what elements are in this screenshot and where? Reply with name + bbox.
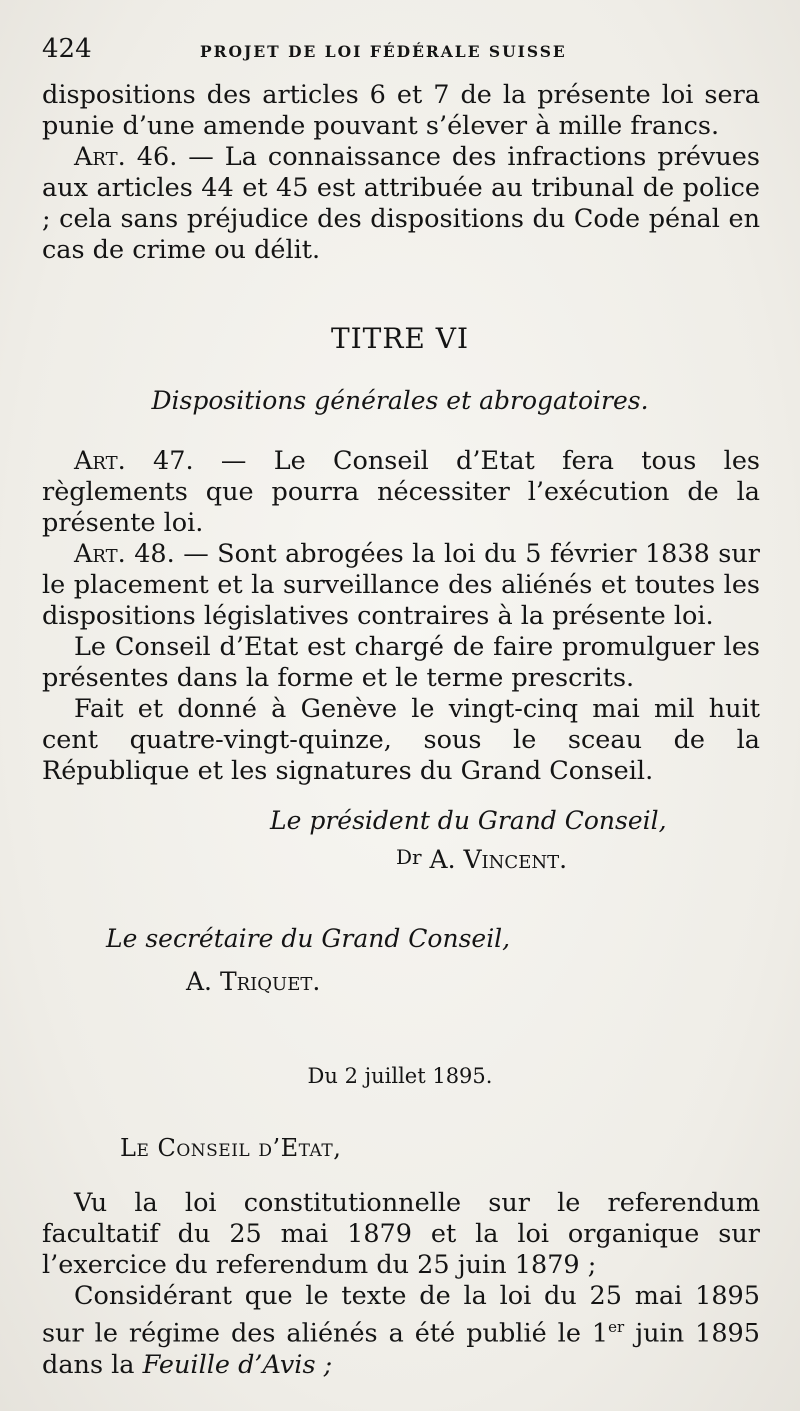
considerant-end: ; [315, 1349, 333, 1380]
council-heading: Le Conseil d’Etat, [120, 1134, 342, 1162]
feuille-avis-title: Feuille d’Avis [142, 1349, 316, 1380]
article-47-paragraph [42, 446, 760, 539]
article-48-label: Art. 48. [74, 539, 175, 569]
president-title: Dr [396, 845, 422, 869]
article-46-text: — La connaissance des infractions prévues aux articles 44 et 45 est attribuée au tribunal de police ; cela sans préjudice des dispositions du Code pénal en cas de crime ou délit. [42, 142, 760, 265]
middle-section [42, 446, 760, 787]
considerant-text-2: juin 1895 dans la [42, 1318, 760, 1380]
vu-paragraph: Vu la loi constitutionnelle sur le referendum facultatif du 25 mai 1879 et la loi organique sur l’exercice du referendum du 25 juin 1879 ; [42, 1188, 760, 1280]
president-role: Le président du Grand Conseil, [270, 806, 667, 835]
running-title: PROJET DE LOI FÉDÉRALE SUISSE [200, 42, 567, 61]
secretary-role: Le secrétaire du Grand Conseil, [106, 924, 511, 953]
page-header [42, 34, 762, 70]
article-47-text: — Le Conseil d’Etat fera tous les règlements que pourra nécessiter l’exécution de la présente loi. [42, 446, 760, 538]
article-47-label: Art. 47. [74, 446, 194, 476]
secretary-signature [106, 924, 510, 996]
page-number: 424 [42, 34, 92, 64]
decree-section [42, 1188, 760, 1381]
promulgation-paragraph: Le Conseil d’Etat est chargé de faire promulguer les présentes dans la forme et le terme prescrits. [42, 632, 760, 693]
article-48-text: — Sont abrogées la loi du 5 février 1838 sur le placement et la surveillance des aliénés et toutes les dispositions législatives contraires à la présente loi. [42, 539, 760, 631]
fait-paragraph: Fait et donné à Genève le vingt-cinq mai mil huit cent quatre-vingt-quinze, sous le sceau de la République et les signatures du Grand Conseil. [42, 694, 760, 786]
president-signature [270, 806, 667, 874]
section-subtitle: Dispositions générales et abrogatoires. [151, 386, 649, 415]
considerant-superscript: er [608, 1318, 625, 1336]
article-46-paragraph [42, 142, 760, 266]
article-46-label: Art. 46. [74, 142, 178, 172]
article-48-paragraph [42, 539, 760, 632]
president-name: A. Vincent. [421, 845, 568, 874]
top-section [42, 80, 760, 266]
section-title: TITRE VI [330, 322, 470, 355]
considerant-paragraph [42, 1281, 760, 1381]
president-name-line [396, 845, 667, 874]
secretary-name: A. Triquet. [186, 967, 321, 996]
decree-date: Du 2 juillet 1895. [307, 1064, 493, 1088]
considerant-text: Considérant que le texte de la loi du 25 mai 1895 sur le régime des aliénés a été publié le 1 [42, 1281, 760, 1349]
continuation-paragraph: dispositions des articles 6 et 7 de la présente loi sera punie d’une amende pouvant s’élever à mille francs. [42, 80, 760, 141]
